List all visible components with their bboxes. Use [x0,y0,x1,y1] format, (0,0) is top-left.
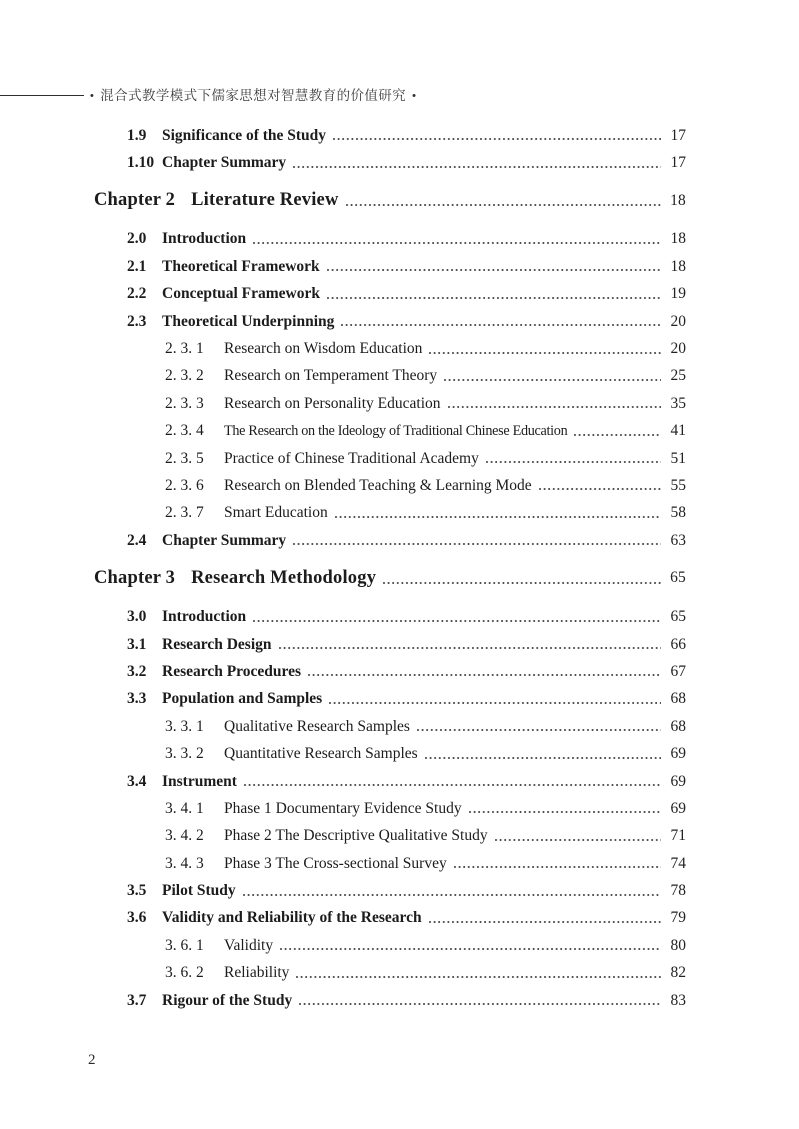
dot-leader [293,166,661,168]
toc-entry-page-number: 55 [670,476,686,494]
toc-entry-number: 2.3 [127,312,147,330]
toc-entry-page-number: 58 [670,504,686,522]
toc-entry-row [94,472,686,499]
toc-entry-number: 1.10 [127,154,155,172]
dot-leader [486,461,661,463]
toc-entry-page-number: 18 [670,191,686,209]
dot-leader [308,674,661,676]
header-left-bullet-icon: • [90,90,95,102]
dot-leader [429,921,661,923]
toc-entry-title: Research Procedures [162,662,302,680]
dot-leader [469,811,661,813]
toc-entry-title: Introduction [162,608,247,626]
toc-entry-number: 1.9 [127,126,147,144]
toc-entry-row [94,390,686,417]
dot-leader [448,406,661,408]
dot-leader [425,757,661,759]
toc-entry-row [94,960,686,987]
footer-page-number: 2 [88,1052,96,1068]
toc-entry-number: 2.1 [127,257,147,275]
toc-entry-page-number: 18 [670,257,686,275]
dot-leader [341,324,661,326]
dot-leader [335,516,661,518]
toc-entry-number: 2. 3. 2 [165,367,204,385]
toc-entry-page-number: 51 [670,449,686,467]
toc-entry-number: 3. 4. 1 [165,799,204,817]
dot-leader [495,839,661,841]
toc-entry-title: Validity [224,936,274,954]
toc-entry-page-number: 80 [670,936,686,954]
toc-entry-row [94,253,686,280]
dot-leader [329,702,661,704]
toc-entry-title: Significance of the Study [162,126,327,144]
toc-entry-number: 2. 3. 3 [165,394,204,412]
dot-leader [346,204,661,206]
toc-entry-page-number: 82 [670,964,686,982]
toc-list [94,122,686,1014]
toc-entry-number: 3. 4. 2 [165,827,204,845]
toc-entry-row [94,527,686,554]
toc-entry-number: 3.1 [127,635,147,653]
toc-entry-title: The Research on the Ideology of Traditional Chinese Education [224,422,568,439]
toc-entry-page-number: 68 [670,717,686,735]
toc-entry-title: Research Methodology [191,567,377,588]
toc-entry-title: Introduction [162,230,247,248]
dot-leader [243,894,661,896]
toc-entry-page-number: 18 [670,230,686,248]
toc-entry-row [94,445,686,472]
dot-leader [299,1003,661,1005]
toc-entry-title: Research on Temperament Theory [224,367,438,385]
toc-entry-number: 3.7 [127,991,147,1009]
toc-entry-title: Practice of Chinese Traditional Academy [224,449,479,467]
toc-entry-title: Pilot Study [162,882,236,900]
toc-entry-number: 3.2 [127,662,147,680]
toc-entry-number: 3. 3. 2 [165,745,204,763]
toc-entry-title: Chapter Summary [162,531,287,549]
toc-entry-page-number: 63 [670,531,686,549]
toc-entry-title: Chapter Summary [162,154,287,172]
dot-leader [327,297,661,299]
toc-entry-page-number: 79 [670,909,686,927]
toc-entry-number: 2. 3. 6 [165,476,204,494]
dot-leader [279,647,662,649]
toc-entry-row [94,631,686,658]
toc-entry-page-number: 69 [670,745,686,763]
dot-leader [327,269,661,271]
toc-entry-number: 2.4 [127,531,147,549]
toc-entry-page-number: 74 [670,854,686,872]
toc-entry-title: Reliability [224,964,290,982]
toc-entry-page-number: 69 [670,799,686,817]
toc-entry-number: 2. 3. 7 [165,504,204,522]
toc-entry-number: 3. 3. 1 [165,717,204,735]
dot-leader [280,948,661,950]
toc-entry-row [94,500,686,527]
toc-entry-page-number: 68 [670,690,686,708]
toc-entry-page-number: 67 [670,662,686,680]
toc-entry-title: Theoretical Underpinning [162,312,335,330]
toc-entry-row [94,987,686,1014]
header-rule [0,95,84,96]
running-header [0,86,799,106]
dot-leader [253,620,661,622]
toc-entry-row [94,686,686,713]
toc-entry-number: 3. 6. 2 [165,964,204,982]
toc-entry-page-number: 20 [670,340,686,358]
toc-entry-title: Phase 3 The Cross-sectional Survey [224,854,447,872]
toc-entry-number: 2. 3. 1 [165,340,204,358]
toc-entry-title: Population and Samples [162,690,323,708]
toc-entry-row [94,281,686,308]
toc-entry-row [94,363,686,390]
dot-leader [244,784,661,786]
toc-chapter-row [94,186,686,216]
toc-entry-title: Validity and Reliability of the Research [162,909,422,927]
toc-entry-title: Conceptual Framework [162,285,320,303]
toc-entry-row [94,850,686,877]
toc-entry-number: 3. 4. 3 [165,854,204,872]
toc-entry-title: Research on Blended Teaching & Learning Mode [224,476,532,494]
toc-entry-number: 2.0 [127,230,147,248]
toc-entry-title: Literature Review [191,190,339,211]
toc-entry-row [94,905,686,932]
toc-entry-number: 3.0 [127,608,147,626]
toc-entry-number: 3.6 [127,909,147,927]
toc-entry-title: Phase 1 Documentary Evidence Study [224,799,462,817]
toc-entry-row [94,418,686,445]
toc-entry-number: 3.4 [127,772,147,790]
toc-entry-title: Instrument [162,772,237,790]
toc-entry-row [94,122,686,149]
toc-entry-title: Quantitative Research Samples [224,745,418,763]
book-title: 混合式教学模式下儒家思想对智慧教育的价值研究 [100,88,407,103]
toc-entry-page-number: 66 [670,635,686,653]
toc-entry-number: Chapter 2 [94,190,176,211]
toc-entry-row [94,713,686,740]
toc-entry-page-number: 17 [670,154,686,172]
toc-entry-page-number: 25 [670,367,686,385]
toc-entry-page-number: 65 [670,608,686,626]
toc-entry-page-number: 69 [670,772,686,790]
toc-entry-title: Research Design [162,635,272,653]
dot-leader [293,543,661,545]
toc-entry-row [94,603,686,630]
toc-entry-row [94,932,686,959]
toc-entry-number: 3.3 [127,690,147,708]
toc-entry-row [94,658,686,685]
toc-entry-row [94,740,686,767]
dot-leader [253,242,661,244]
dot-leader [296,976,661,978]
toc-entry-title: Research on Personality Education [224,394,441,412]
dot-leader [383,582,661,584]
toc-entry-page-number: 19 [670,285,686,303]
toc-entry-row [94,149,686,176]
toc-entry-title: Phase 2 The Descriptive Qualitative Study [224,827,488,845]
toc-entry-title: Rigour of the Study [162,991,293,1009]
toc-entry-row [94,226,686,253]
dot-leader [454,866,661,868]
toc-entry-number: 2.2 [127,285,147,303]
toc-entry-number: 2. 3. 4 [165,422,204,440]
toc-entry-page-number: 41 [670,422,686,440]
toc-entry-page-number: 71 [670,827,686,845]
toc-entry-page-number: 65 [670,569,686,587]
toc-chapter-row [94,563,686,593]
toc-entry-row [94,823,686,850]
header-title-wrap [84,86,422,106]
toc-entry-row [94,877,686,904]
toc-entry-number: Chapter 3 [94,567,176,588]
toc-entry-number: 2. 3. 5 [165,449,204,467]
toc-entry-page-number: 78 [670,882,686,900]
toc-entry-page-number: 83 [670,991,686,1009]
toc-entry-number: 3.5 [127,882,147,900]
dot-leader [574,434,661,436]
dot-leader [417,729,661,731]
toc-entry-page-number: 20 [670,312,686,330]
toc-entry-row [94,795,686,822]
toc-entry-row [94,308,686,335]
dot-leader [539,488,661,490]
toc-entry-title: Research on Wisdom Education [224,340,423,358]
toc-entry-page-number: 35 [670,394,686,412]
dot-leader [429,352,661,354]
dot-leader [333,138,661,140]
toc-entry-title: Smart Education [224,504,328,522]
toc-entry-number: 3. 6. 1 [165,936,204,954]
toc-entry-title: Qualitative Research Samples [224,717,410,735]
toc-entry-title: Theoretical Framework [162,257,320,275]
header-right-bullet-icon: • [412,90,417,102]
toc-entry-page-number: 17 [670,126,686,144]
dot-leader [444,379,661,381]
toc-entry-row [94,768,686,795]
toc-entry-row [94,335,686,362]
